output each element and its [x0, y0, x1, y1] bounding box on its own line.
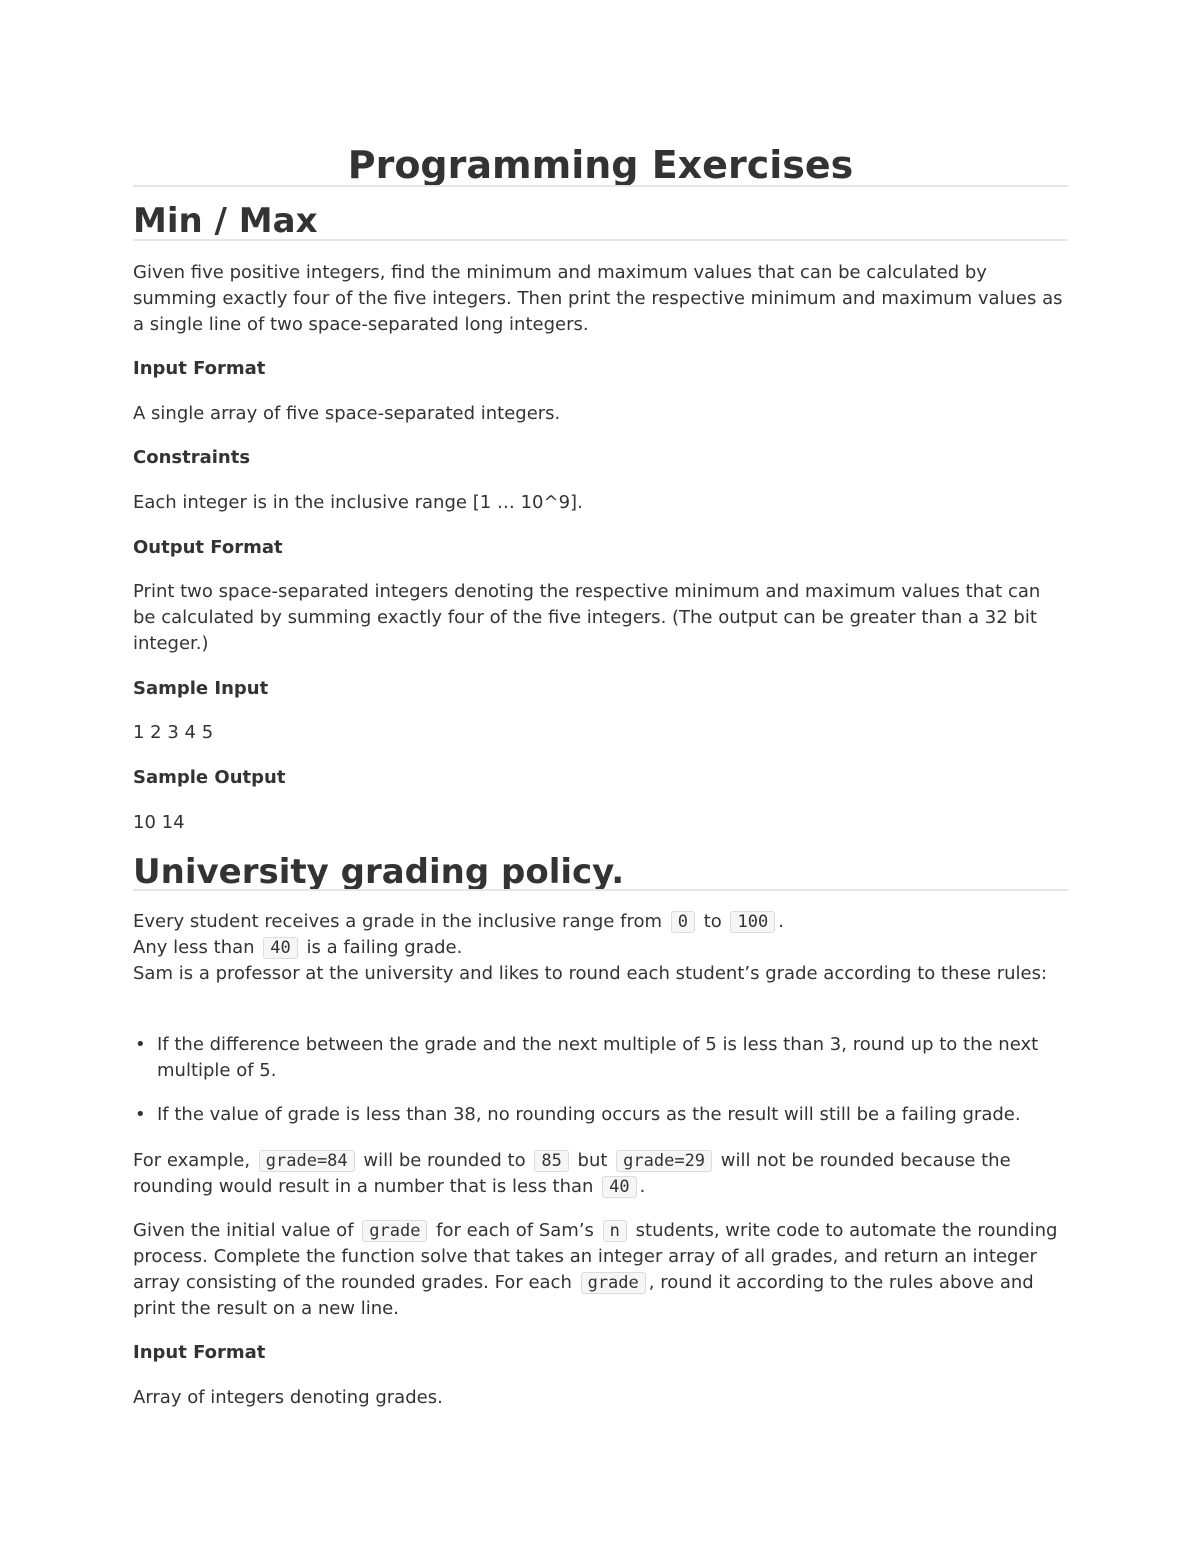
grading-line1-period: . [778, 911, 784, 932]
code-grade-29: grade=29 [616, 1150, 712, 1172]
code-0: 0 [671, 911, 695, 933]
rounding-rules-list [133, 1032, 1068, 1128]
code-100: 100 [730, 911, 775, 933]
task-text-3: students, write code to automate the rounding process. Complete the function solve that takes an integer array of all grades, and return an integer array consisting of the rounded grades. For each [133, 1220, 1058, 1293]
task-text-1: Given the initial value of [133, 1220, 360, 1241]
grading-input-format-text: Array of integers denoting grades. [133, 1387, 443, 1408]
minmax-output-format-label: Output Format [133, 537, 283, 558]
minmax-intro: Given five positive integers, find the minimum and maximum values that can be calculated by summing exactly four of the five integers. Then print the respective minimum and maximum values as a single line of two space-separated long integers. [133, 262, 1063, 335]
code-grade: grade [362, 1220, 427, 1242]
example-text-4: will not be rounded because the rounding would result in a number that is less than [133, 1150, 1011, 1197]
code-grade-84: grade=84 [259, 1150, 355, 1172]
code-85: 85 [534, 1150, 568, 1172]
minmax-divider [133, 239, 1068, 241]
minmax-constraints-label: Constraints [133, 447, 251, 468]
grading-heading: University grading policy. [133, 852, 625, 892]
minmax-constraints-text: Each integer is in the inclusive range [1 … 10^9]. [133, 492, 583, 513]
minmax-input-format-label: Input Format [133, 358, 266, 379]
title-divider [133, 185, 1068, 187]
minmax-sample-output-text: 10 14 [133, 812, 185, 833]
minmax-sample-output-label: Sample Output [133, 767, 286, 788]
code-grade-2: grade [581, 1272, 646, 1294]
code-40: 40 [263, 937, 297, 959]
minmax-output-format-text: Print two space-separated integers denoting the respective minimum and maximum values that can be calculated by summing exactly four of the five integers. (The output can be greater than a 32 bit integer.) [133, 581, 1041, 654]
grading-line1-text: Every student receives a grade in the inclusive range from [133, 911, 668, 932]
task-text-2: for each of Sam’s [430, 1220, 600, 1241]
minmax-input-format-text: A single array of five space-separated integers. [133, 403, 561, 424]
grading-line2-rest: is a failing grade. [300, 937, 463, 958]
minmax-heading: Min / Max [133, 201, 318, 241]
grading-divider [133, 889, 1068, 891]
grading-example [133, 1148, 1068, 1200]
grading-line2-text: Any less than [133, 937, 261, 958]
example-text-2: will be rounded to [357, 1150, 532, 1171]
example-text-1: For example, [133, 1150, 256, 1171]
grading-line1-to: to [697, 911, 728, 932]
code-n: n [603, 1220, 627, 1242]
rounding-rule-item: • If the difference between the grade and the next multiple of 5 is less than 3, round up to the next multiple of 5. [133, 1032, 1068, 1084]
task-text-4: , round it according to the rules above and print the result on a new line. [133, 1272, 1034, 1319]
example-text-3: but [571, 1150, 614, 1171]
grading-task [133, 1218, 1068, 1322]
grading-input-format-label: Input Format [133, 1342, 266, 1363]
rounding-rule-item: • If the value of grade is less than 38, no rounding occurs as the result will still be a failing grade. [133, 1102, 1068, 1128]
example-text-5: . [639, 1176, 646, 1197]
code-40-example: 40 [602, 1176, 636, 1198]
minmax-sample-input-label: Sample Input [133, 678, 269, 699]
minmax-sample-input-text: 1 2 3 4 5 [133, 722, 214, 743]
grading-intro [133, 909, 1068, 987]
grading-line3-text: Sam is a professor at the university and likes to round each student’s grade according to these rules: [133, 963, 1048, 984]
document-title: Programming Exercises [347, 143, 854, 187]
